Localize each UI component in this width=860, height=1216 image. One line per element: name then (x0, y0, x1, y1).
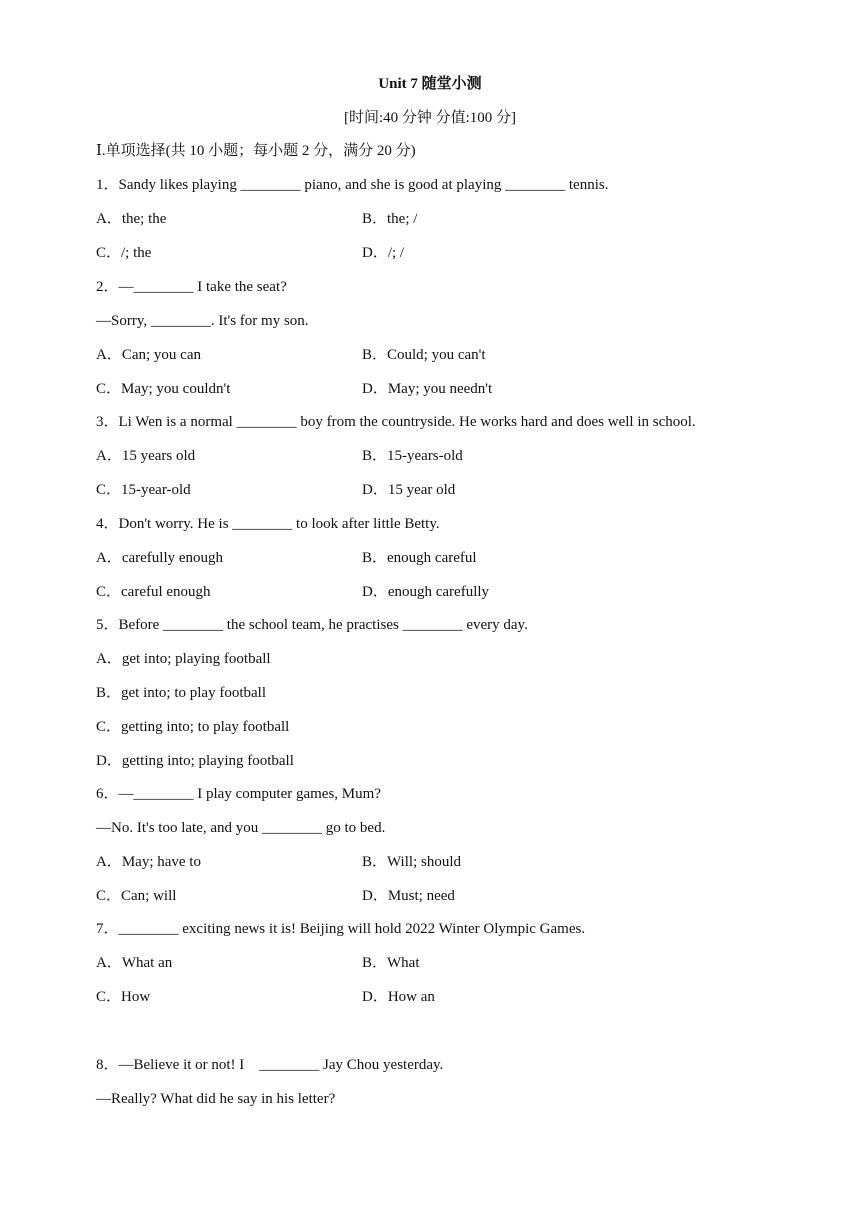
option-c: C．Can; will (96, 888, 177, 904)
option-c: C．careful enough (96, 584, 211, 600)
option-d: D．getting into; playing football (96, 753, 294, 769)
option-c: C．May; you couldn't (96, 381, 231, 397)
question-stem: 8．—Believe it or not! I ________ Jay Chou yesterday. (96, 1057, 444, 1073)
option-a: A．get into; playing football (96, 651, 271, 667)
option-d: D．May; you needn't (362, 381, 493, 397)
option-a: A．the; the (96, 211, 167, 227)
option-d: D．Must; need (362, 888, 455, 904)
option-b: B．Will; should (362, 854, 461, 870)
option-c: C．/; the (96, 245, 152, 261)
option-b: B．Could; you can't (362, 347, 486, 363)
option-b: B．15-years-old (362, 448, 463, 464)
question-stem-reply: —Sorry, ________. It's for my son. (96, 313, 309, 329)
option-b: B．enough careful (362, 550, 477, 566)
section-heading: Ⅰ.单项选择(共 10 小题；每小题 2 分，满分 20 分) (96, 143, 416, 159)
option-a: A．carefully enough (96, 550, 224, 566)
option-d: D．enough carefully (362, 584, 490, 600)
question-stem-reply: —No. It's too late, and you ________ go to bed. (96, 820, 386, 836)
option-b: B．the; / (362, 211, 418, 227)
question-stem-reply: —Really? What did he say in his letter? (96, 1091, 336, 1107)
question-stem: 3．Li Wen is a normal ________ boy from the countryside. He works hard and does well in school. (96, 414, 696, 430)
option-a: A．What an (96, 955, 173, 971)
question-stem: 5．Before ________ the school team, he practises ________ every day. (96, 617, 528, 633)
option-d: D．How an (362, 989, 435, 1005)
option-b: B．get into; to play football (96, 685, 266, 701)
option-a: A．15 years old (96, 448, 196, 464)
option-d: D．/; / (362, 245, 405, 261)
question-stem: 6．—________ I play computer games, Mum? (96, 786, 381, 802)
option-b: B．What (362, 955, 420, 971)
question-stem: 4．Don't worry. He is ________ to look after little Betty. (96, 516, 440, 532)
question-stem: 7．________ exciting news it is! Beijing will hold 2022 Winter Olympic Games. (96, 921, 586, 937)
page-title: Unit 7 随堂小测 (378, 76, 482, 92)
option-c: C．15-year-old (96, 482, 191, 498)
option-a: A．May; have to (96, 854, 201, 870)
question-stem: 1．Sandy likes playing ________ piano, and she is good at playing ________ tennis. (96, 177, 609, 193)
option-a: A．Can; you can (96, 347, 201, 363)
option-c: C．How (96, 989, 151, 1005)
option-c: C．getting into; to play football (96, 719, 290, 735)
question-stem: 2．—________ I take the seat? (96, 279, 287, 295)
option-d: D．15 year old (362, 482, 456, 498)
exam-meta: [时间:40 分钟 分值:100 分] (343, 110, 517, 126)
